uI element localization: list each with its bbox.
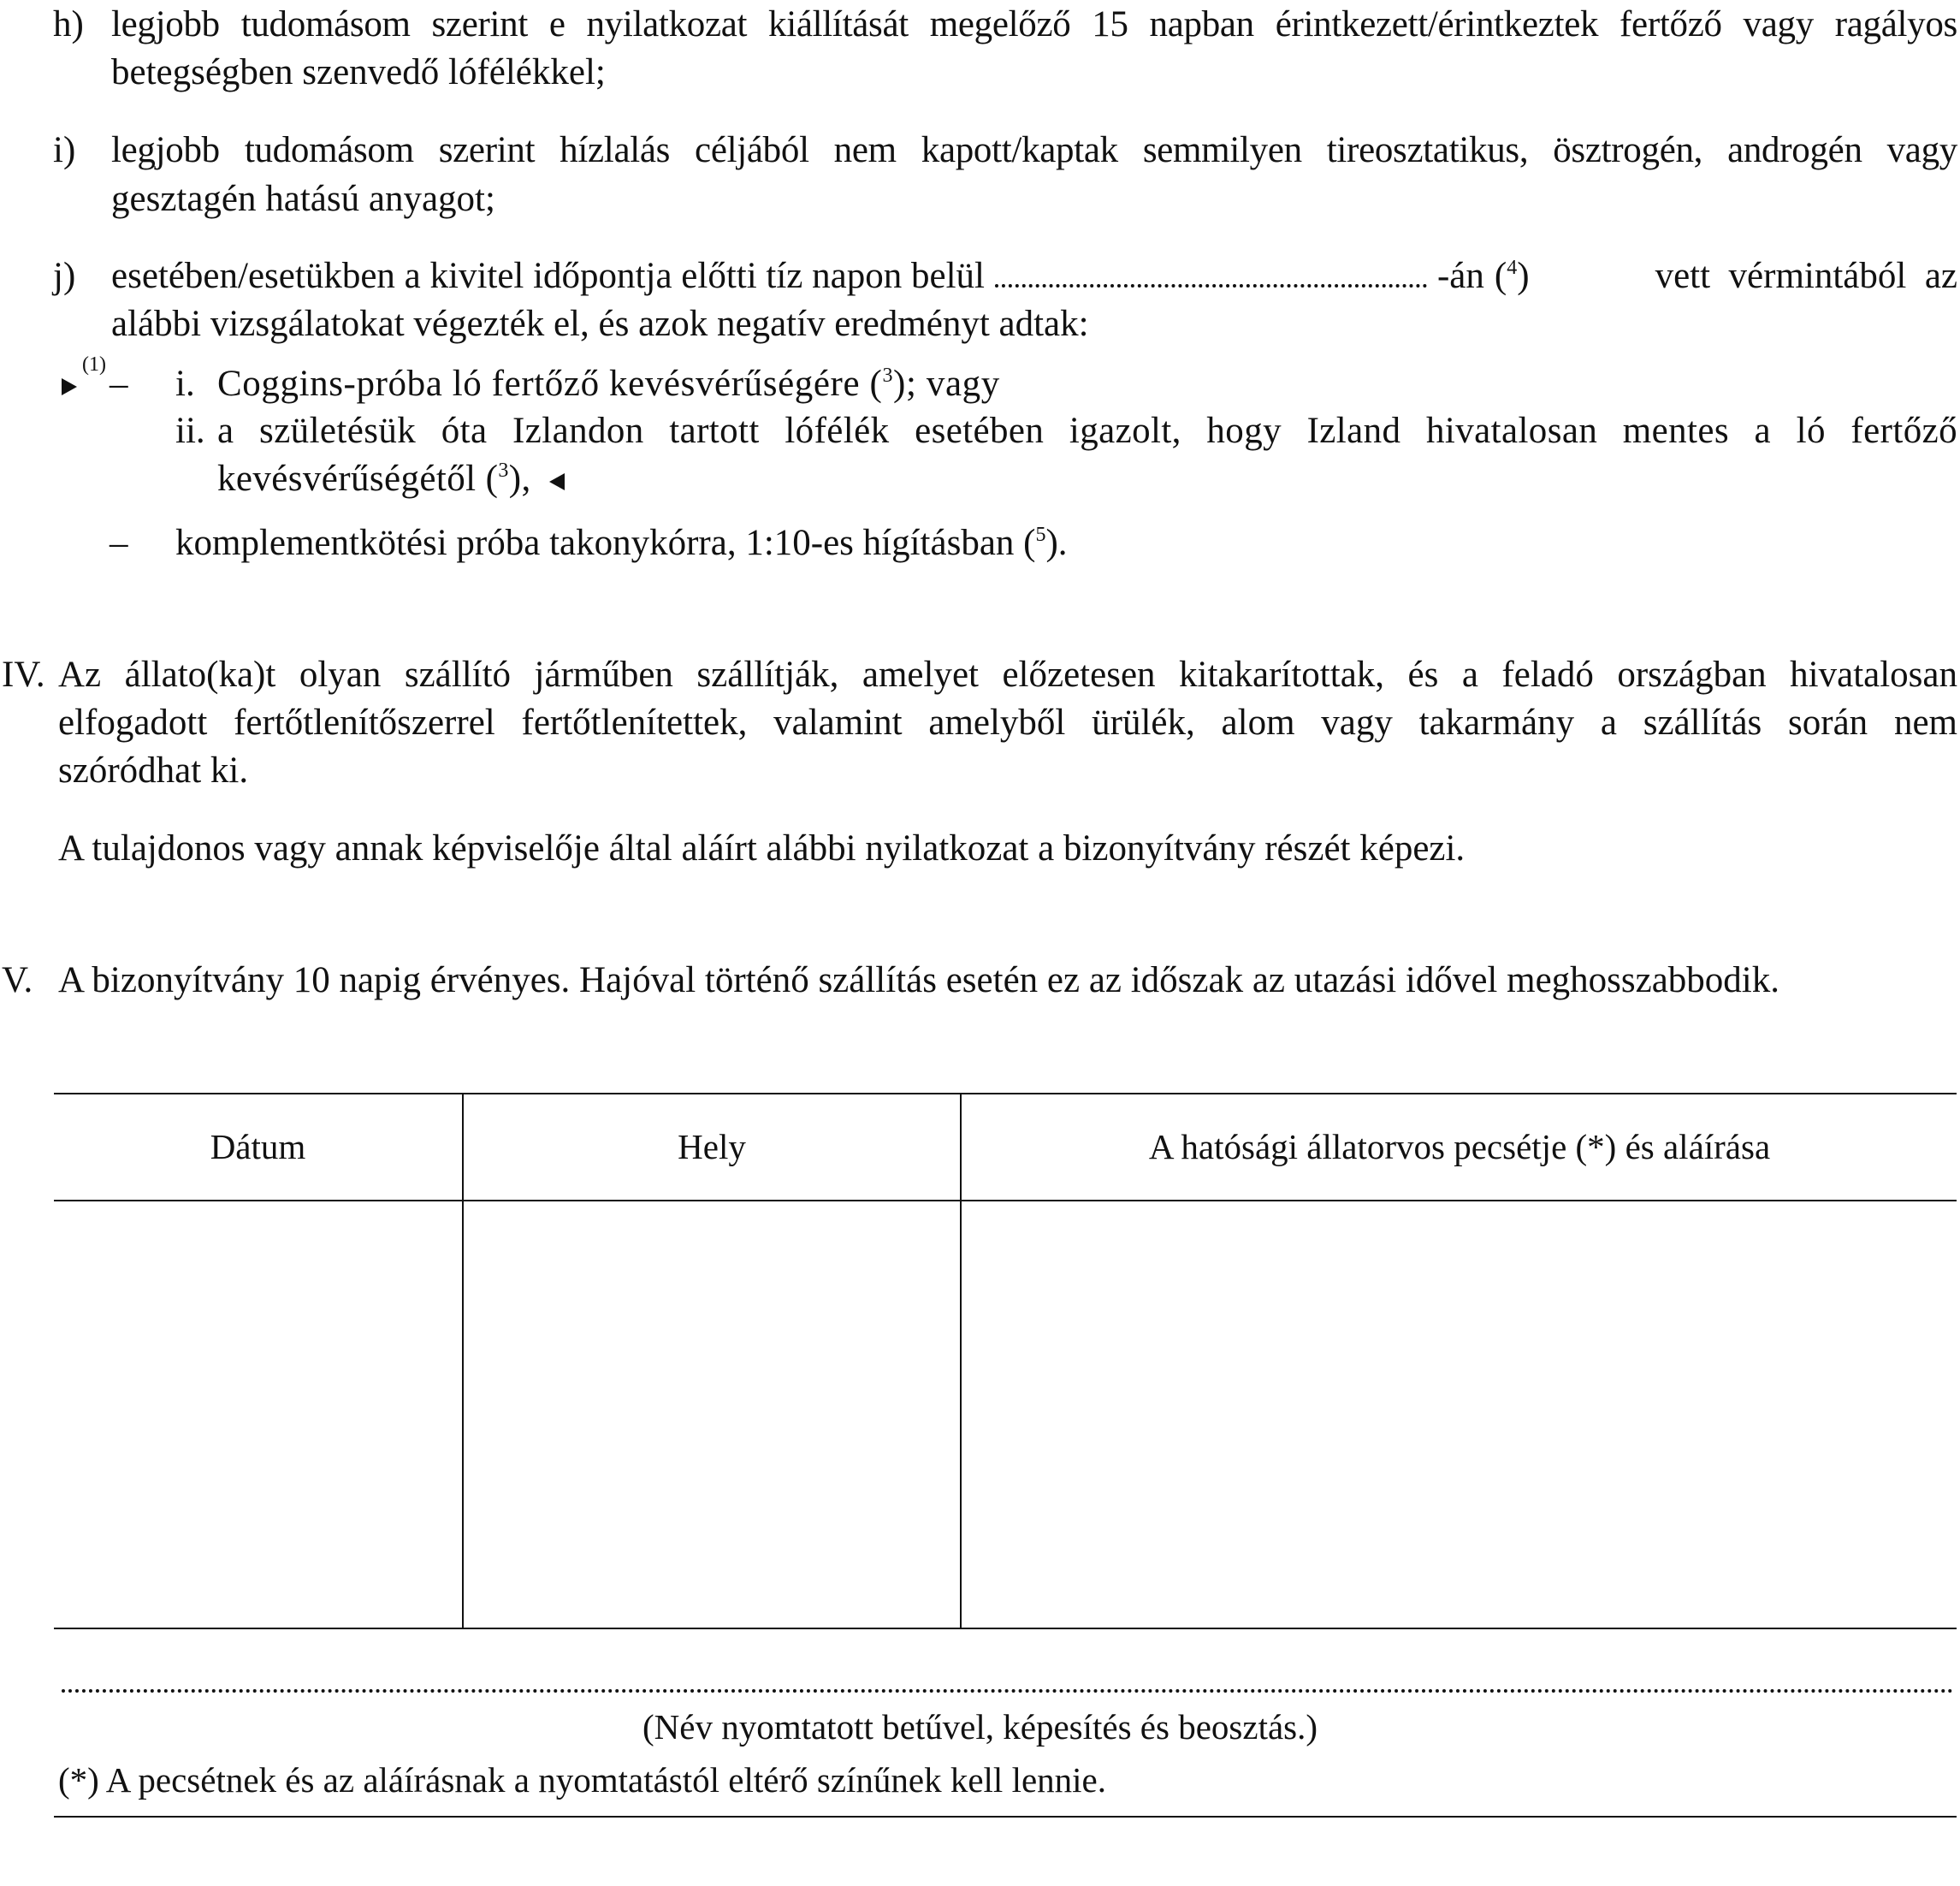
section-v-label: V. [2,960,33,1000]
page-bottom-rule [54,1816,1957,1818]
section-iv-line2: elfogadott fertőtlenítőszerrel fertőtlenítettek, valamint amelyből ürülék, alom vagy takarmány a szállítás során nem [58,703,1957,743]
item-i-line1: legjobb tudomásom szerint hízlalás céljából nem kapott/kaptak semmilyen tireosztatikus, ösztrogén, androgén vagy [111,130,1957,170]
section-iv-line3: szóródhat ki. [58,750,249,791]
table-header-date: Dátum [210,1127,306,1166]
table-header-stamp-signature: A hatósági állatorvos pecsétje (*) és aláírása [1148,1127,1771,1166]
sub-comp-text [175,519,1068,567]
item-h-line2: betegségben szenvedő lófélékkel; [111,52,606,92]
sub-i-label: i. [175,364,195,404]
sub-ii-text-body: kevésvérűségétől ( [217,459,499,499]
table-bottom-border [54,1628,1957,1629]
sub-i-text-tail: ); vagy [893,364,1000,404]
amendment-start-marker [62,359,77,408]
table-cell-place[interactable] [465,1201,959,1627]
sub-ii-line2 [217,454,565,503]
item-j-line2: alábbi vizsgálatokat végezték el, és azok negatív eredményt adtak: [111,304,1089,344]
item-j-line1: esetében/esetükben a kivitel időpontja előtti tíz napon belül -án ($^4$) vett vérmintából az [111,252,1957,300]
section-iv-line1: Az állato(ka)t olyan szállító járműben szállítják, amelyet előzetesen kitakarítottak, és a feladó országban hivatalosan [58,655,1957,695]
sub-comp-tail: ). [1045,523,1068,563]
item-j-text-b: -án [1436,256,1484,296]
amendment-ref: (1) [82,353,106,376]
dash-1: – [110,364,128,404]
footnote-stamp: (*) A pecsétnek és az aláírásnak a nyomtatástól eltérő színűnek kell lennie. [58,1760,1106,1800]
section-v-text: A bizonyítvány 10 napig érvényes. Hajóval történő szállítás esetén ez az időszak az utazási idővel meghosszabbodik. [58,960,1779,1000]
triangle-left-icon [549,473,565,490]
table-cell-date[interactable] [55,1201,461,1627]
triangle-right-icon [62,378,77,395]
item-i-label: i) [53,130,76,170]
fill-in-dots [995,277,1427,288]
item-h-label: h) [53,4,84,44]
sub-i-text-body: Coggins-próba ló fertőző kevésvérűségére ( [217,364,883,404]
footnote-ref-3a: 3 [882,365,894,387]
signature-caption: (Név nyomtatott betűvel, képesítés és beosztás.) [642,1707,1318,1747]
table-divider-1 [462,1093,464,1628]
footnote-ref-4: 4 [1507,257,1518,279]
table-cell-stamp-signature[interactable] [962,1201,1957,1627]
table-header-place: Hely [678,1127,746,1166]
sub-ii-text-tail: ), [508,459,531,499]
signature-name-line[interactable] [62,1689,1954,1693]
sub-ii-label: ii. [175,411,205,451]
item-j-label: j) [53,256,76,296]
table-divider-2 [960,1093,962,1628]
section-iv-para2: A tulajdonos vagy annak képviselője által aláírt alábbi nyilatkozat a bizonyítvány részét képezi. [58,828,1466,869]
sub-i-text [217,359,1000,408]
item-j-text-a: esetében/esetükben a kivitel időpontja előtti tíz napon belül [111,256,985,296]
dash-2: – [110,523,128,563]
footnote-ref-5: 5 [1035,524,1046,546]
item-i-line2: gesztagén hatású anyagot; [111,179,495,219]
footnote-ref-3b: 3 [498,460,509,482]
item-j-text-c: vett vérmintából az [1655,256,1957,296]
sub-ii-line1: a születésük óta Izlandon tartott lófélék esetében igazolt, hogy Izland hivatalosan mentes a ló fertőző [217,411,1957,451]
table-top-border [54,1093,1957,1094]
item-h-line1: legjobb tudomásom szerint e nyilatkozat kiállítását megelőző 15 napban érintkezett/érintkeztek fertőző vagy ragályos [111,4,1957,44]
sub-comp-body: komplementkötési próba takonykórra, 1:10-es hígításban ( [175,523,1036,563]
section-iv-label: IV. [2,655,45,695]
